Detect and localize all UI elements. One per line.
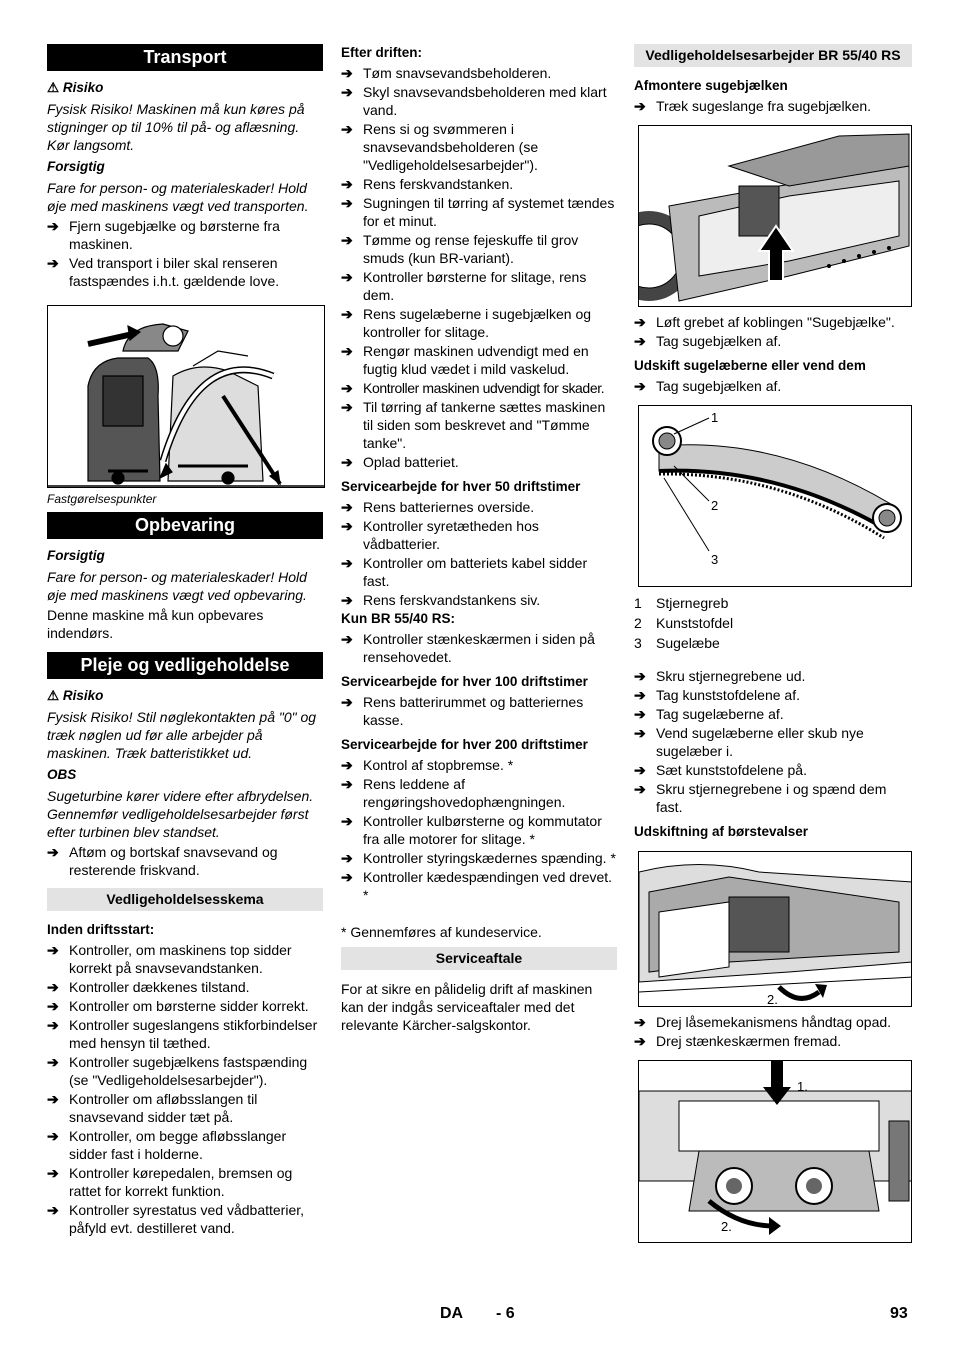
arrow-icon: ➔: [341, 306, 353, 322]
arrow-icon: ➔: [341, 454, 353, 470]
section-title-storage: Opbevaring: [47, 512, 323, 539]
list-item: ➔ Kontroller stænkeskærmen i siden på rensehovedet.: [341, 631, 595, 665]
list-item: ➔ Skru stjernegrebene ud.: [634, 668, 806, 684]
arrow-icon: ➔: [634, 98, 646, 114]
service-text: For at sikre en pålidelig drift af maskinen kan der indgås serviceaftaler med det relevante Kärcher-salgskontor.: [341, 981, 593, 1033]
arrow-icon: ➔: [47, 1202, 59, 1218]
machine-illustration: [48, 306, 325, 488]
replace-steps-1: [634, 377, 912, 395]
arrow-icon: ➔: [634, 314, 646, 330]
br-steps: [341, 630, 617, 666]
arrow-icon: ➔: [341, 399, 353, 415]
arrow-icon: ➔: [47, 979, 59, 995]
arrow-icon: ➔: [47, 1017, 59, 1033]
risk-label: ⚠ Risiko: [47, 80, 104, 95]
warning-icon: ⚠: [47, 688, 60, 703]
caution-label: Forsigtig: [47, 548, 105, 563]
list-item: ➔ Rens batterirummet og batteriernes kasse.: [341, 694, 584, 728]
arrow-icon: ➔: [634, 668, 646, 684]
list-item: ➔ Ved transport i biler skal renseren fastspændes i.h.t. gældende love.: [47, 255, 280, 289]
footer-page-number: 93: [890, 1305, 908, 1322]
list-item: ➔ Sæt kunststofdelene på.: [634, 762, 807, 778]
list-item: ➔ Kontroller sugebjælkens fastspænding (se "Vedligeholdelsesarbejder").: [47, 1054, 308, 1088]
callout-step-2: 2.: [721, 1219, 732, 1234]
after-steps: [341, 64, 617, 471]
arrow-icon: ➔: [47, 218, 59, 234]
arrow-icon: ➔: [341, 869, 353, 885]
figure-legend: [634, 593, 912, 653]
arrow-icon: ➔: [47, 998, 59, 1014]
h100-steps: [341, 693, 617, 729]
arrow-icon: ➔: [341, 499, 353, 515]
list-item: ➔ Tag kunststofdelene af.: [634, 687, 800, 703]
arrow-icon: ➔: [341, 757, 353, 773]
arrow-icon: ➔: [341, 592, 353, 608]
arrow-icon: ➔: [341, 343, 353, 359]
replace-steps-2: [634, 667, 912, 816]
splash-guard-illustration: [639, 1061, 912, 1243]
remove-steps-1: [634, 97, 912, 115]
column-middle: [341, 44, 617, 1036]
column-left: [47, 44, 323, 1238]
column-right: [634, 44, 912, 1243]
footer-lang: DA: [440, 1305, 464, 1322]
arrow-icon: ➔: [47, 1054, 59, 1070]
list-item: ➔ Kontroller om børsterne sidder korrekt.: [47, 998, 309, 1014]
remove-steps-2: [634, 313, 912, 350]
list-item: ➔ Kontrol af stopbremse. *: [341, 757, 514, 773]
arrow-icon: ➔: [47, 255, 59, 271]
brush-lock-illustration: [639, 852, 912, 1007]
warning-icon: ⚠: [47, 80, 60, 95]
arrow-icon: ➔: [634, 687, 646, 703]
h50-label: Servicearbejde for hver 50 driftstimer: [341, 479, 581, 494]
brush-label: Udskiftning af børstevalser: [634, 824, 809, 839]
list-item: ➔ Kontroller, om begge afløbsslanger sidder fast i holderne.: [47, 1128, 287, 1162]
callout-step-2: 2.: [767, 992, 778, 1007]
arrow-icon: ➔: [341, 380, 353, 396]
arrow-icon: ➔: [634, 706, 646, 722]
remove-label: Afmontere sugebjælken: [634, 78, 788, 93]
arrow-icon: ➔: [341, 631, 353, 647]
arrow-icon: ➔: [341, 776, 353, 792]
section-title-transport: Transport: [47, 44, 323, 71]
caution-text: Fare for person- og materialeskader! Hold øje med maskinens vægt ved opbevaring.: [47, 569, 307, 603]
h200-label: Servicearbejde for hver 200 driftstimer: [341, 737, 588, 752]
figure-squeegee-coupling: [638, 125, 912, 307]
arrow-icon: ➔: [634, 725, 646, 741]
caution-text: Fare for person- og materialeskader! Hold øje med maskinens vægt ved transporten.: [47, 180, 309, 214]
list-item: ➔ Rens batteriernes overside.: [341, 499, 535, 515]
arrow-icon: ➔: [341, 195, 353, 211]
list-item: ➔ Skru stjernegrebene i og spænd dem fast.: [634, 781, 887, 815]
arrow-icon: ➔: [341, 694, 353, 710]
storage-text: Denne maskine må kun opbevares indendørs.: [47, 607, 264, 641]
arrow-icon: ➔: [341, 518, 353, 534]
figure-squeegee: [638, 405, 912, 587]
squeegee-illustration: [639, 406, 912, 587]
list-item: ➔ Rens si og svømmeren i snavsevandsbeholderen (se "Vedligeholdelsesarbejder").: [341, 121, 539, 173]
list-item: ➔ Drej låsemekanismens håndtag opad.: [634, 1014, 892, 1030]
list-item: ➔ Kontroller maskinen udvendigt for skader.: [341, 380, 605, 396]
after-label: Efter driften:: [341, 45, 422, 60]
list-item: ➔ Sugningen til tørring af systemet tændes for et minut.: [341, 195, 615, 229]
risk-text: Fysisk Risiko! Maskinen må kun køres på stigninger op til 10% til på- og aflæsning. Kør langsomt.: [47, 101, 305, 153]
callout-3: 3: [711, 552, 719, 567]
section-title-service: Serviceaftale: [341, 947, 617, 970]
list-item: ➔ Tag sugebjælken af.: [634, 378, 782, 394]
list-item: ➔ Fjern sugebjælke og børsterne fra maskinen.: [47, 218, 280, 252]
arrow-icon: ➔: [47, 844, 59, 860]
footnote: * Gennemføres af kundeservice.: [341, 924, 542, 940]
squeegee-coupling-illustration: [639, 126, 912, 307]
list-item: ➔ Oplad batteriet.: [341, 454, 459, 470]
care-steps: [47, 843, 323, 879]
list-item: ➔ Kontroller syrestatus ved vådbatterier, påfyld evt. destilleret vand.: [47, 1202, 305, 1236]
h50-steps: [341, 498, 617, 609]
arrow-icon: ➔: [341, 850, 353, 866]
list-item: ➔ Tag sugebjælken af.: [634, 333, 782, 349]
transport-steps: [47, 217, 323, 290]
list-item: ➔ Kontroller styringskædernes spænding. *: [341, 850, 616, 866]
h100-label: Servicearbejde for hver 100 driftstimer: [341, 674, 588, 689]
figure-splash-guard: [638, 1060, 912, 1243]
list-item: ➔ Kontroller dækkenes tilstand.: [47, 979, 250, 995]
list-item: ➔ Kontroller om afløbsslangen til snavsevand sidder tæt på.: [47, 1091, 258, 1125]
list-item: ➔ Kontroller kædespændingen ved drevet. *: [341, 869, 613, 903]
arrow-icon: ➔: [634, 1014, 646, 1030]
list-item: ➔ Træk sugeslange fra sugebjælken.: [634, 98, 872, 114]
list-item: ➔ Løft grebet af koblingen "Sugebjælke".: [634, 314, 895, 330]
arrow-icon: ➔: [341, 176, 353, 192]
arrow-icon: ➔: [634, 333, 646, 349]
arrow-icon: ➔: [341, 269, 353, 285]
risk-label: ⚠ Risiko: [47, 688, 104, 703]
figure-brush-lock: [638, 851, 912, 1007]
replace-label: Udskift sugelæberne eller vend dem: [634, 358, 866, 373]
list-item: ➔ Rengør maskinen udvendigt med en fugtig klud vædet i mild vaskelud.: [341, 343, 589, 377]
arrow-icon: ➔: [634, 1033, 646, 1049]
list-item: ➔ Tag sugelæberne af.: [634, 706, 784, 722]
arrow-icon: ➔: [634, 762, 646, 778]
arrow-icon: ➔: [341, 813, 353, 829]
list-item: ➔ Rens ferskvandstanken.: [341, 176, 514, 192]
list-item: ➔ Kontroller kulbørsterne og kommutator fra alle motorer for slitage. *: [341, 813, 602, 847]
arrow-icon: ➔: [341, 121, 353, 137]
section-title-schedule: Vedligeholdelsesskema: [47, 888, 323, 911]
callout-2: 2: [711, 498, 719, 513]
list-item: ➔ Drej stænkeskærmen fremad.: [634, 1033, 842, 1049]
caution-label: Forsigtig: [47, 159, 105, 174]
list-item: ➔ Kontroller syretætheden hos vådbatterier.: [341, 518, 539, 552]
list-item: ➔ Tømme og rense fejeskuffe til grov smuds (kun BR-variant).: [341, 232, 579, 266]
arrow-icon: ➔: [634, 781, 646, 797]
h200-steps: [341, 756, 617, 904]
before-label: Inden driftsstart:: [47, 922, 155, 937]
section-title-maintenance: Vedligeholdelsesarbejder BR 55/40 RS: [634, 44, 912, 67]
br-label: Kun BR 55/40 RS:: [341, 611, 456, 626]
list-item: ➔ Kontroller, om maskinens top sidder korrekt på snavsevandstanken.: [47, 942, 292, 976]
list-item: ➔ Kontroller sugeslangens stikforbindelser med hensyn til tæthed.: [47, 1017, 318, 1051]
list-item: ➔ Kontroller børsterne for slitage, rens dem.: [341, 269, 587, 303]
section-title-care: Pleje og vedligeholdelse: [47, 652, 323, 679]
legend-item: 3 Sugelæbe: [634, 635, 720, 651]
list-item: ➔ Vend sugelæberne eller skub nye sugelæber i.: [634, 725, 864, 759]
arrow-icon: ➔: [47, 1128, 59, 1144]
list-item: ➔ Aftøm og bortskaf snavsevand og resterende friskvand.: [47, 844, 278, 878]
before-steps: [47, 941, 323, 1237]
legend-item: 2 Kunststofdel: [634, 615, 734, 631]
list-item: ➔ Rens sugelæberne i sugebjælken og kontroller for slitage.: [341, 306, 592, 340]
brush-steps: [634, 1013, 912, 1050]
arrow-icon: ➔: [634, 378, 646, 394]
figure-caption: Fastgørelsespunkter: [47, 492, 157, 506]
obs-label: OBS: [47, 767, 77, 782]
arrow-icon: ➔: [341, 65, 353, 81]
risk-text: Fysisk Risiko! Stil nøglekontakten på "0" og træk nøglen ud før alle arbejder på maskinen. Træk batteristikket ud.: [47, 709, 317, 761]
arrow-icon: ➔: [341, 232, 353, 248]
list-item: ➔ Rens leddene af rengøringshovedophængningen.: [341, 776, 566, 810]
obs-text: Sugeturbine kører videre efter afbrydelsen. Gennemfør vedligeholdelsesarbejder først efter turbinen blev standset.: [47, 788, 314, 840]
list-item: ➔ Rens ferskvandstankens siv.: [341, 592, 541, 608]
callout-1: 1: [711, 410, 719, 425]
arrow-icon: ➔: [47, 942, 59, 958]
arrow-icon: ➔: [47, 1165, 59, 1181]
list-item: ➔ Til tørring af tankerne sættes maskinen til siden som beskrevet and "Tømme tanke".: [341, 399, 606, 451]
list-item: ➔ Skyl snavsevandsbeholderen med klart vand.: [341, 84, 607, 118]
legend-item: 1 Stjernegreb: [634, 595, 729, 611]
arrow-icon: ➔: [341, 84, 353, 100]
callout-step-1: 1.: [797, 1079, 808, 1094]
arrow-icon: ➔: [341, 555, 353, 571]
list-item: ➔ Tøm snavsevandsbeholderen.: [341, 65, 552, 81]
figure-transport: [47, 305, 325, 488]
arrow-icon: ➔: [47, 1091, 59, 1107]
list-item: ➔ Kontroller kørepedalen, bremsen og rattet for korrekt funktion.: [47, 1165, 293, 1199]
list-item: ➔ Kontroller om batteriets kabel sidder fast.: [341, 555, 588, 589]
footer-page-sub: - 6: [496, 1305, 515, 1322]
